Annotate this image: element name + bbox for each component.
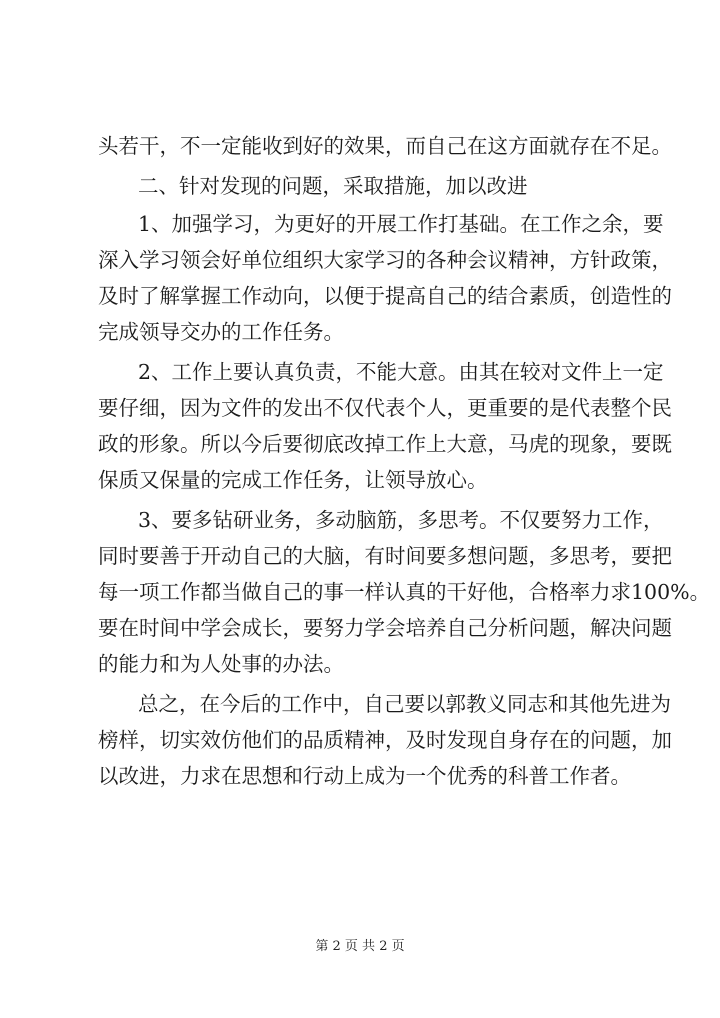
paragraph-line: 及时了解掌握工作动向，以便于提高自己的结合素质，创造性的 [98,284,672,308]
paragraph-line: 的能力和为人处事的办法。 [98,652,344,676]
paragraph-line: 总之，在今后的工作中，自己要以郭教义同志和其他先进为 [138,692,671,716]
paragraph-line: 以改进，力求在思想和行动上成为一个优秀的科普工作者。 [98,764,631,788]
paragraph-line: 3、要多钻研业务，多动脑筋，多思考。不仅要努力工作， [138,508,664,532]
paragraph-line: 榜样，切实效仿他们的品质精神，及时发现自身存在的问题，加 [98,728,672,752]
section-heading: 二、针对发现的问题，采取措施，加以改进 [138,174,528,198]
paragraph-line: 政的形象。所以今后要彻底改掉工作上大意，马虎的现象，要既 [98,432,672,456]
paragraph-line: 完成领导交办的工作任务。 [98,320,344,344]
page-number-footer: 第 2 页 共 2 页 [315,939,405,954]
paragraph-line: 2、工作上要认真负责，不能大意。由其在较对文件上一定 [138,360,664,384]
paragraph-line: 同时要善于开动自己的大脑，有时间要多想问题，多思考，要把 [98,544,672,568]
paragraph-line: 深入学习领会好单位组织大家学习的各种会议精神，方针政策， [98,248,672,272]
paragraph-line: 要在时间中学会成长，要努力学会培养自己分析问题，解决问题 [98,616,672,640]
paragraph-line: 要仔细，因为文件的发出不仅代表个人，更重要的是代表整个民 [98,396,672,420]
paragraph-line: 每一项工作都当做自己的事一样认真的干好他，合格率力求100%。 [98,580,711,604]
paragraph-line: 1、加强学习，为更好的开展工作打基础。在工作之余，要 [138,212,664,236]
paragraph-line: 保质又保量的完成工作任务，让领导放心。 [98,468,488,492]
paragraph-line: 头若干，不一定能收到好的效果，而自己在这方面就存在不足。 [98,134,672,158]
